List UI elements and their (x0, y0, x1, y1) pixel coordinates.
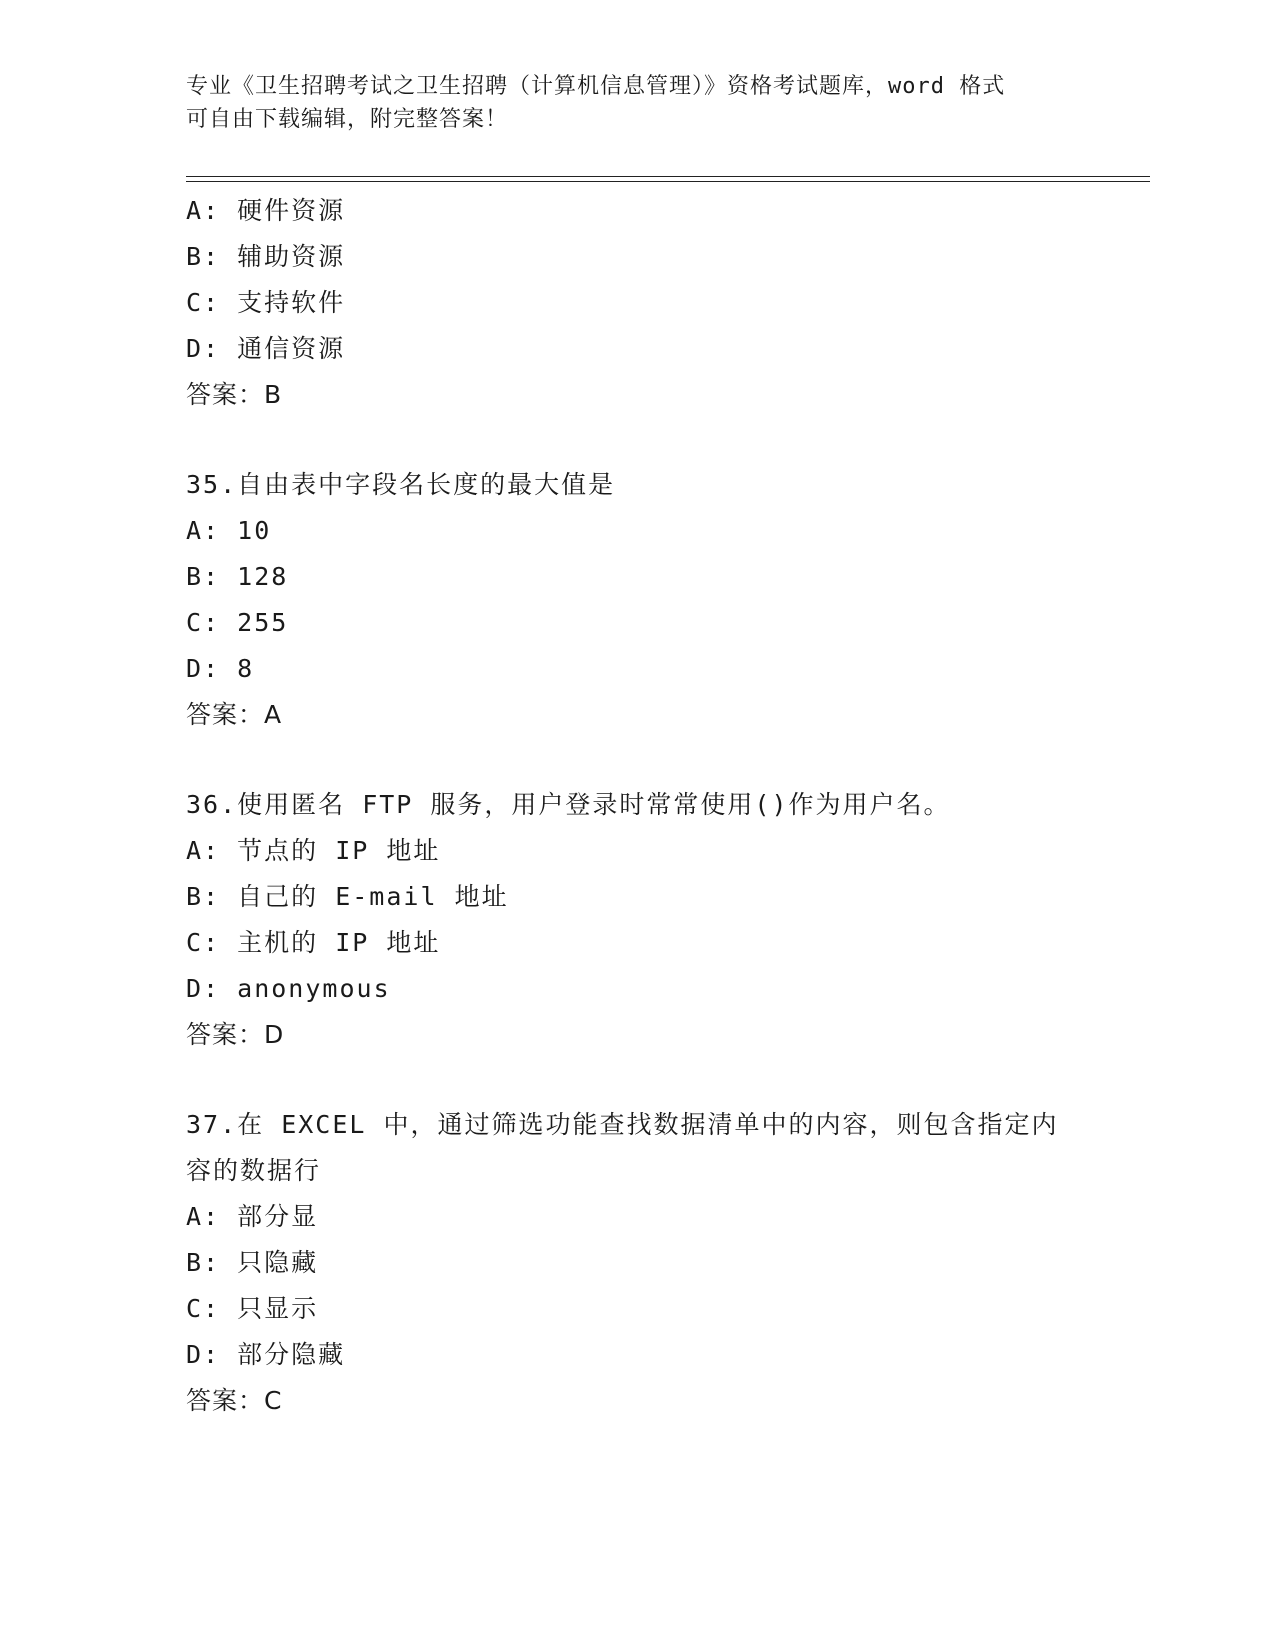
question-text: 35.自由表中字段名长度的最大值是 (186, 470, 616, 499)
option-b: B: 自己的 E-mail 地址 (186, 882, 509, 911)
option-d: D: 部分隐藏 (186, 1340, 346, 1369)
question-37 (186, 1102, 1076, 1424)
header-line-1: 专业《卫生招聘考试之卫生招聘（计算机信息管理）》资格考试题库，word 格式 (186, 74, 1006, 99)
question-text (186, 1102, 1076, 1194)
header-rule-top (186, 176, 1150, 177)
option-d: D: 通信资源 (186, 334, 346, 363)
answer: 答案：C (186, 1386, 283, 1415)
option-d: D: anonymous (186, 974, 391, 1003)
option-b: B: 128 (186, 562, 289, 591)
question-text-line-2: 容的数据行 (186, 1156, 322, 1185)
option-a: A: 节点的 IP 地址 (186, 836, 441, 865)
answer: 答案：D (186, 1020, 285, 1049)
question-35 (186, 462, 1076, 738)
option-a: A: 硬件资源 (186, 196, 346, 225)
option-b: B: 辅助资源 (186, 242, 346, 271)
option-d: D: 8 (186, 654, 255, 683)
option-c: C: 支持软件 (186, 288, 346, 317)
option-b: B: 只隐藏 (186, 1248, 319, 1277)
header-line-2: 可自由下载编辑，附完整答案！ (186, 107, 509, 132)
option-c: C: 255 (186, 608, 289, 637)
header-rule-bottom (186, 181, 1150, 182)
question-list (186, 188, 1076, 1424)
option-a: A: 10 (186, 516, 272, 545)
option-c: C: 主机的 IP 地址 (186, 928, 441, 957)
answer: 答案：A (186, 700, 283, 729)
document-header (186, 70, 1076, 136)
answer: 答案：B (186, 380, 283, 409)
option-a: A: 部分显 (186, 1202, 319, 1231)
question-text-line-1: 37.在 EXCEL 中，通过筛选功能查找数据清单中的内容，则包含指定内 (186, 1110, 1059, 1139)
question-36 (186, 782, 1076, 1058)
option-c: C: 只显示 (186, 1294, 319, 1323)
question-text: 36.使用匿名 FTP 服务，用户登录时常常使用()作为用户名。 (186, 790, 951, 819)
question-34 (186, 188, 1076, 418)
